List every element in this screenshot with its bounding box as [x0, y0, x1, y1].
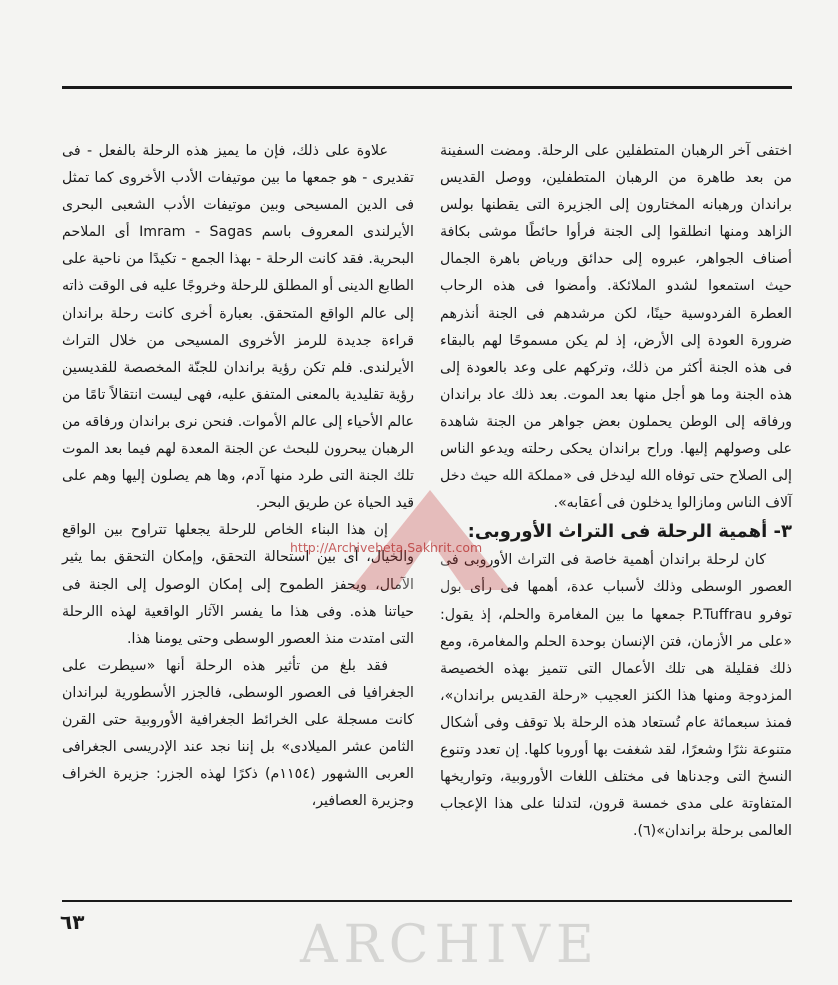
left-paragraph-2: إن هذا البناء الخاص للرحلة يجعلها تتراوح بين الواقع والخيال، أى بين استحالة التحقق، وإمكان التحقق بما يثير الآمال، ويحفز الطموح إلى إمكان الوصول إلى الجنة فى حياتنا هذه. وفى هذا ما يفسر الآثار الواقعية لهذه االرحلة التى امتدت منذ العصور الوسطى وحتى يومنا هذا. [62, 522, 414, 647]
section-heading: ٣- أهمية الرحلة فى التراث الأوروبى: [467, 521, 792, 543]
left-column [62, 138, 414, 815]
right-column [440, 138, 792, 845]
watermark-brand: ARCHIVE [300, 915, 600, 975]
right-paragraph-1: اختفى آخر الرهبان المتطفلين على الرحلة. ومضت السفينة من بعد طاهرة من الرهبان المتطفلين، ووصل القديس براندان ورهبانه المختارون إلى الجزيرة التى يقطنها بولس الزاهد ومنها انطلقوا إلى الجنة فرأوا حائطًا موشى بكافة أصناف الجواهر، عبروه إلى حدائق ورياض باهرة الجمال حيث استمعوا لشدو الملائكة. وأمضوا فى هذه الرحاب العطرة الفردوسية حينًا، لكن مرشدهم فى الجنة أنذرهم ضرورة العودة إلى الأرض، إذ لم يكن مسموحًا لهم بالبقاء فى هذه الجنة أكثر من ذلك، وتركهم على وعد بالعودة إلى هذه الجنة وما هو أجل منها بعد الموت. بعد ذلك عاد براندان ورفاقه إلى الوطن يحملون بعض جواهر من الجنة شاهدة على وصولهم إليها. وراح براندان يحكى رحلته ويدعو الناس إلى الصلاح حتى توفاه الله ليدخل فى «مملكة الله حيث دخل آلاف الناس ومازالوا يدخلون فى أعقابه». [440, 143, 792, 512]
page-number: ٦٣ [60, 910, 85, 934]
left-paragraph-3: فقد بلغ من تأثير هذه الرحلة أنها «سيطرت على الجغرافيا فى العصور الوسطى، فالجزر الأسطورية لبراندان كانت مسجلة على الخرائط الجغرافية الأوروبية حتى القرن الثامن عشر الميلادى» بل إننا نجد عند الإدريسى الجغرافى العربى االشهور (١١٥٤م) ذكرًا لهذه الجزر: جزيرة الخراف وجزيرة العصافير، [62, 657, 414, 810]
bottom-rule [62, 900, 792, 902]
watermark-url: http://Archivebeta.Sakhrit.com [290, 540, 483, 555]
top-rule [62, 86, 792, 89]
left-paragraph-1: علاوة على ذلك، فإن ما يميز هذه الرحلة بالفعل - فى تقديرى - هو جمعها ما بين موتيفات الأدب الأخروى كما تمثل فى الدين المسيحى وبين موتيفات الأدب الشعبى البحرى الأيرلندى المعروف باسم Imram - Sagas أى الملاحم البحرية. فقد كانت الرحلة - بهذا الجمع - تكيدًا من ناحية على الطابع الدينى أو المطلق للرحلة وخروجًا عليه فى الوقت ذاته إلى عالم الواقع المتحقق. بعبارة أخرى كانت رحلة براندان قراءة جديدة للرمز الأخروى المسيحى من خلال التراث الأيرلندى. فلم تكن رؤية براندان للجنّة المخصصة للقديسين رؤية تقليدية بالمعنى المتفق عليه، فهى ليست انتقالاً تامًا من عالم الأحياء إلى عالم الأموات. فنحن نرى براندان ورفاقه من الرهبان يبحرون للبحث عن الجنة المعدة لهم فيما بعد الموت تلك الجنة التى طرد منها آدم، وها هم يصلون إليها وهم على قيد الحياة عن طريق البحر. [62, 143, 414, 512]
right-paragraph-2: كان لرحلة براندان أهمية خاصة فى التراث الأوروبى فى العصور الوسطى وذلك لأسباب عدة، أهمها فى رأى بول توفرو P.Tuffrau جمعها ما بين المغامرة والحلم، إذ يقول: «على مر الأزمان، فتن الإنسان بوحدة الحلم والمغامرة، ومع ذلك فقليلة هى تلك الأعمال التى تتميز بهذه الخصيصة المزدوجة ومنها هذا الكنز العجيب «رحلة القديس براندان»، فمنذ سبعمائة عام تُستعاد هذه الرحلة بلا توقف وفى أشكال متنوعة نثرًا وشعرًا، لقد شغفت بها أوروبا كلها. إن تعدد وتنوع النسخ التى وجدناها فى مختلف اللغات الأوروبية، وتواريخها المتفاوتة على مدى خمسة قرون، لتدلنا على هذا الإعجاب العالمى برحلة براندان»(٦). [440, 552, 792, 840]
